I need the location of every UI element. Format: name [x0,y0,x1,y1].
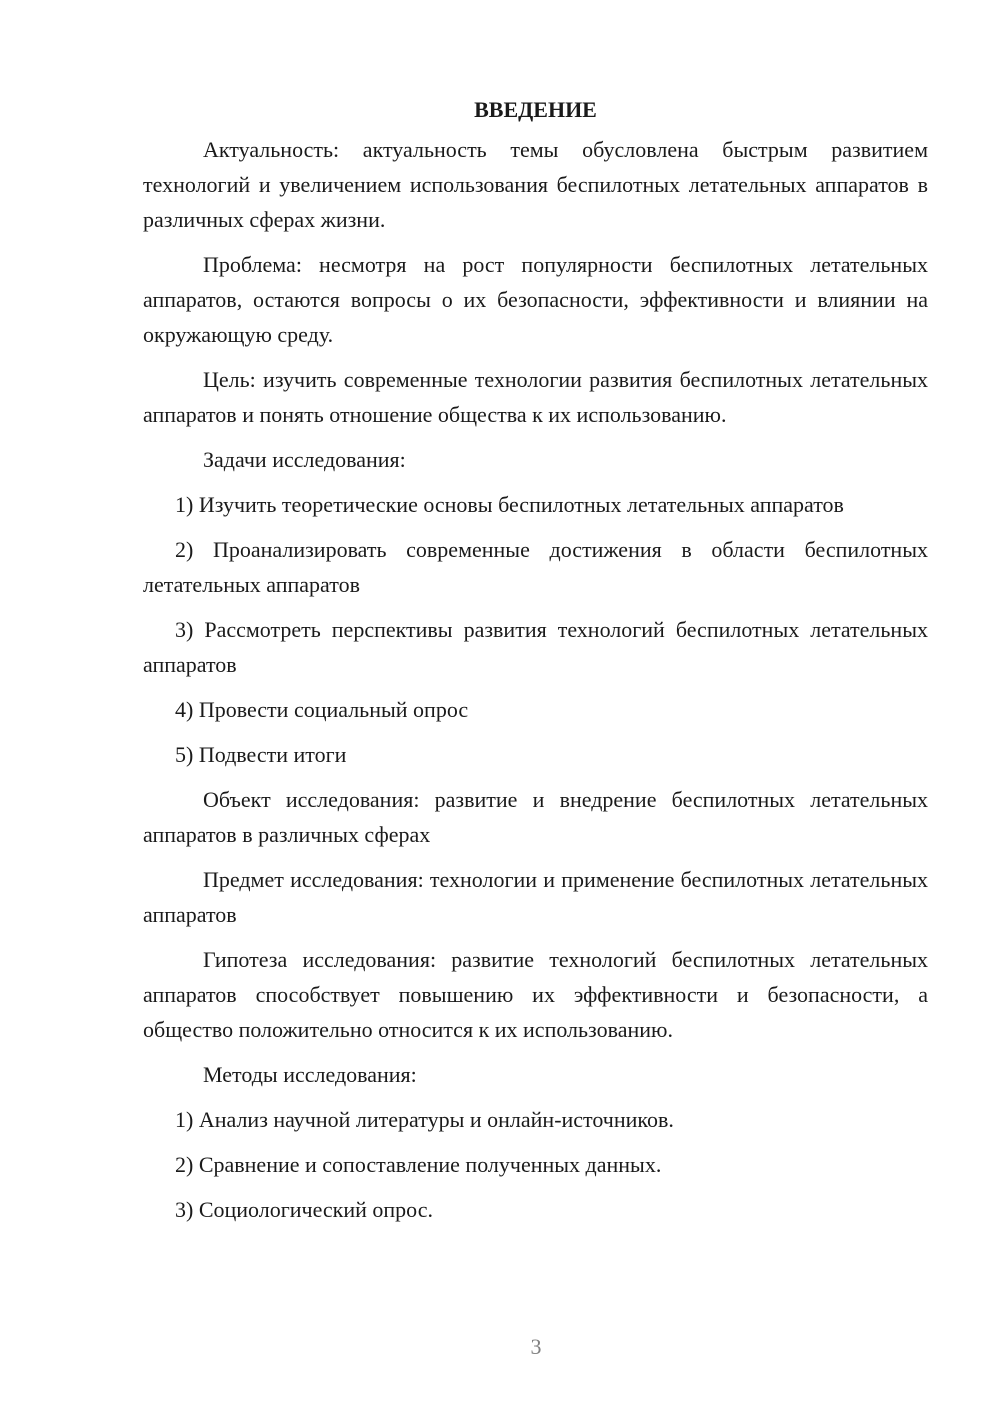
task-item-5: 5) Подвести итоги [175,742,347,767]
page-number: 3 [530,1334,542,1359]
method-item-3: 3) Социологический опрос. [175,1197,433,1222]
methods-heading: Методы исследования: [203,1062,417,1087]
problem-paragraph: Проблема: несмотря на рост популярности беспилотных летательных аппаратов, остаются вопросы о их безопасности, эффективности и влиянии на окружающую среду. [143,252,928,347]
task-item-2: 2) Проанализировать современные достижения в области беспилотных летательных аппаратов [143,537,928,597]
goal-paragraph: Цель: изучить современные технологии развития беспилотных летательных аппаратов и понять отношение общества к их использованию. [143,367,928,427]
object-paragraph: Объект исследования: развитие и внедрение беспилотных летательных аппаратов в различных сферах [143,787,928,847]
subject-paragraph: Предмет исследования: технологии и применение беспилотных летательных аппаратов [143,867,928,927]
task-item-4: 4) Провести социальный опрос [175,697,469,722]
hypothesis-paragraph: Гипотеза исследования: развитие технологий беспилотных летательных аппаратов способствует повышению их эффективности и безопасности, а общество положительно относится к их использованию. [143,947,928,1042]
method-item-2: 2) Сравнение и сопоставление полученных данных. [175,1152,662,1177]
task-item-1: 1) Изучить теоретические основы беспилотных летательных аппаратов [175,492,844,517]
task-item-3: 3) Рассмотреть перспективы развития технологий беспилотных летательных аппаратов [143,617,928,677]
tasks-heading: Задачи исследования: [203,447,406,472]
page-content [143,92,928,1237]
relevance-paragraph: Актуальность: актуальность темы обусловлена быстрым развитием технологий и увеличением использования беспилотных летательных аппаратов в различных сферах жизни. [143,137,928,232]
method-item-1: 1) Анализ научной литературы и онлайн-источников. [175,1107,674,1132]
page-title: ВВЕДЕНИЕ [474,97,597,122]
